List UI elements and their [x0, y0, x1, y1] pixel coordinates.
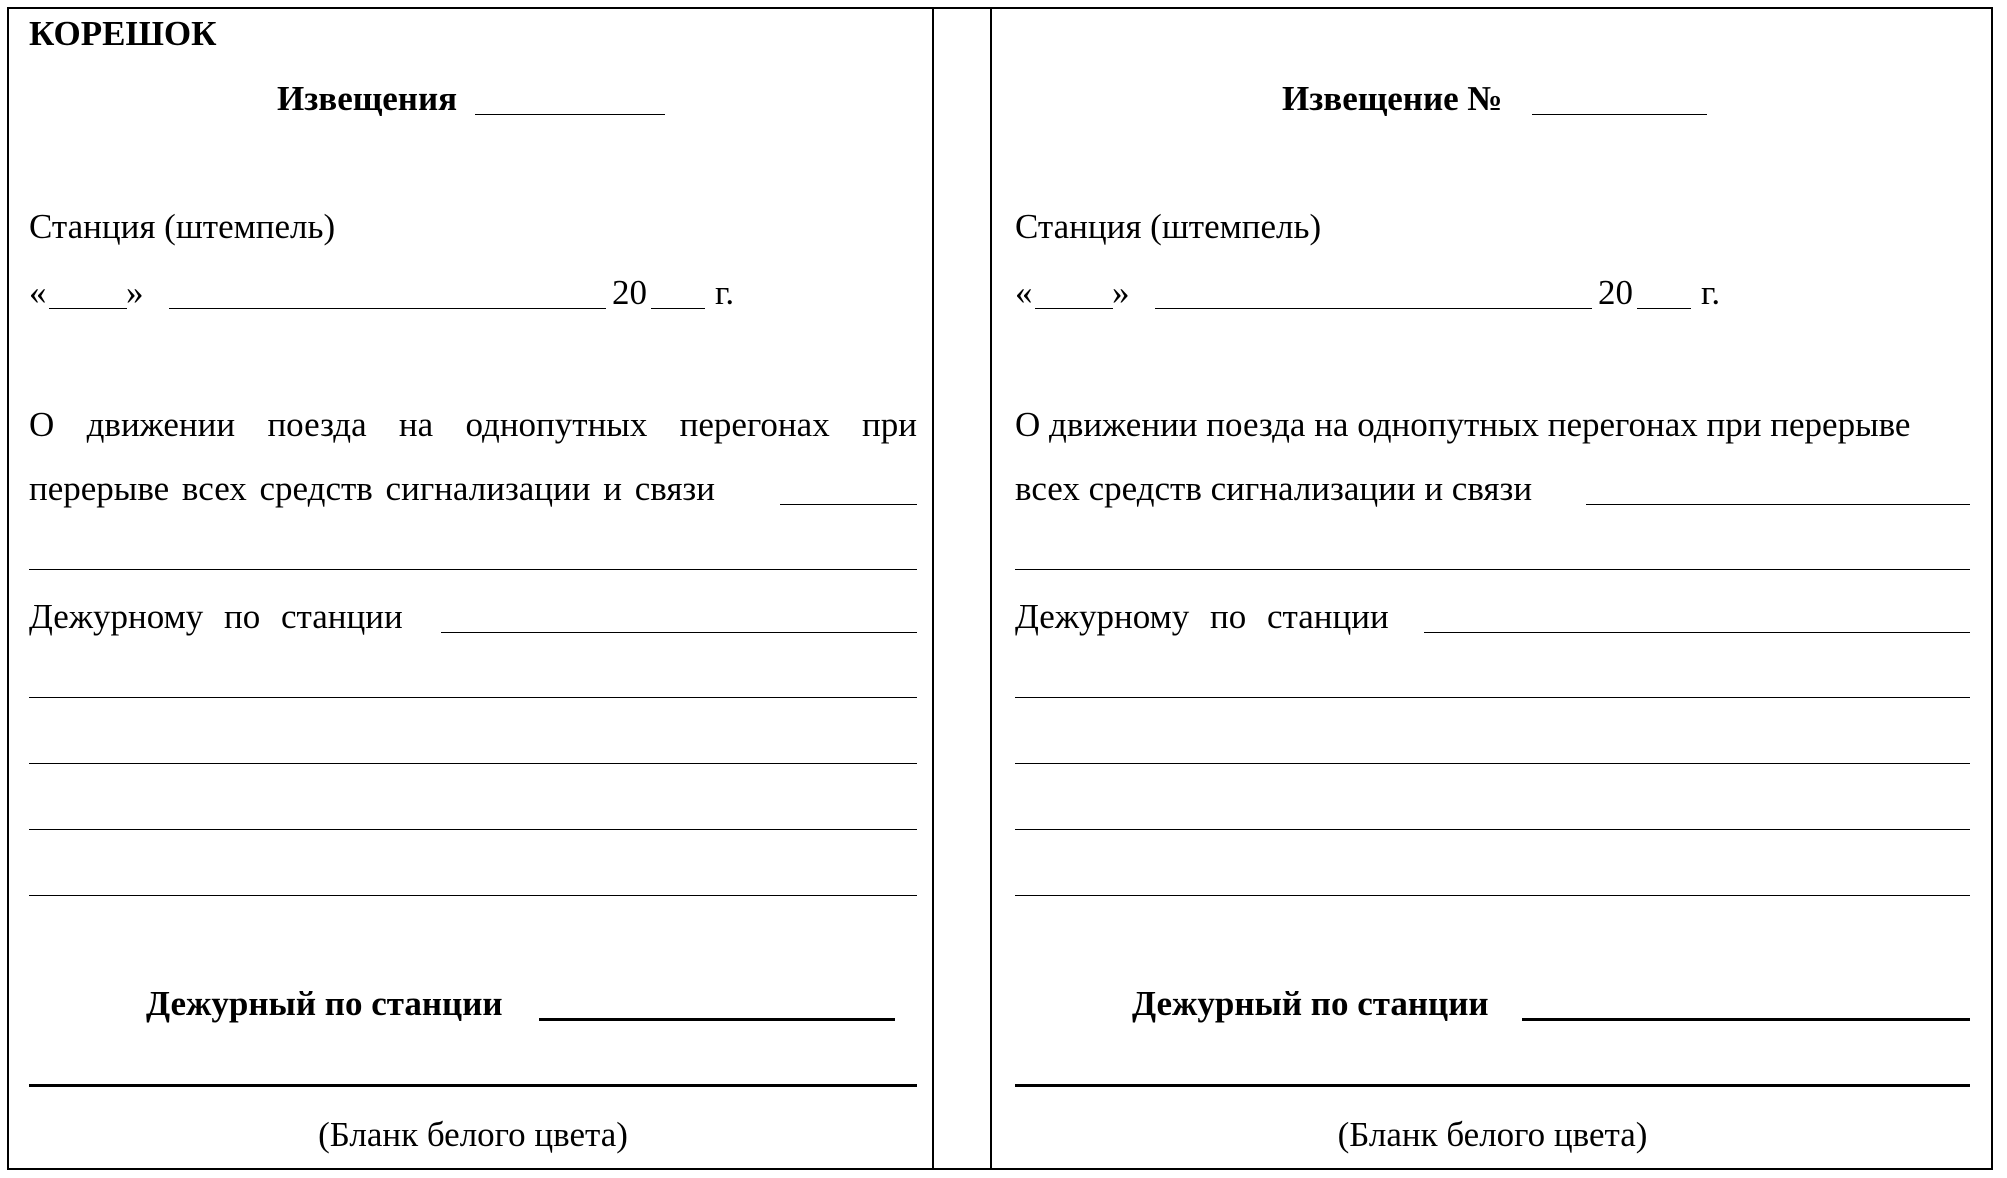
notice-text-line-1[interactable]: [1015, 697, 1970, 698]
stub-addressee-field[interactable]: [441, 632, 917, 633]
stub-purpose-field[interactable]: [780, 504, 917, 505]
notice-signature-field[interactable]: [1522, 1018, 1970, 1021]
stub-purpose-line2: перерыве всех средств сигнализации и связи: [29, 469, 715, 508]
notice-year-prefix: 20: [1598, 273, 1633, 312]
stub-signature-label: Дежурный по станции: [146, 984, 503, 1023]
notice-panel: [992, 7, 1991, 1170]
notice-date-close-quote: »: [1112, 273, 1130, 312]
notice-purpose-line1: О движении поезда на однопутных перегонах при перерыве: [1015, 405, 1911, 444]
stub-text-line-3[interactable]: [29, 829, 917, 830]
stub-number-field[interactable]: [475, 114, 665, 115]
notice-addressee-label: Дежурному по станции: [1015, 597, 1389, 636]
notice-text-line-2[interactable]: [1015, 763, 1970, 764]
notice-number-field[interactable]: [1532, 114, 1707, 115]
notice-purpose-line2: всех средств сигнализации и связи: [1015, 469, 1533, 508]
notice-purpose-continue-field[interactable]: [1015, 569, 1970, 570]
notice-month-field[interactable]: [1155, 308, 1592, 309]
stub-purpose-line1: О движении поезда на однопутных перегонах при: [29, 405, 917, 444]
stub-purpose-continue-field[interactable]: [29, 569, 917, 570]
notice-purpose-field[interactable]: [1586, 504, 1970, 505]
stub-panel: [9, 7, 932, 1170]
stub-station-label: Станция (штемпель): [29, 207, 336, 246]
stub-year-prefix: 20: [612, 273, 647, 312]
notice-station-label: Станция (штемпель): [1015, 207, 1322, 246]
notice-footer: (Бланк белого цвета): [1337, 1115, 1648, 1154]
stub-text-line-2[interactable]: [29, 763, 917, 764]
stub-text-line-4[interactable]: [29, 895, 917, 896]
notice-text-line-4[interactable]: [1015, 895, 1970, 896]
notice-day-field[interactable]: [1035, 308, 1113, 309]
notice-text-line-3[interactable]: [1015, 829, 1970, 830]
divider-left: [932, 7, 934, 1170]
stub-name-field[interactable]: [29, 1084, 917, 1087]
stub-year-suffix: г.: [715, 273, 735, 312]
notice-date-open-quote: «: [1015, 273, 1033, 312]
stub-title: Извещения: [277, 79, 458, 118]
stub-header: КОРЕШОК: [29, 14, 217, 53]
stub-date-open-quote: «: [29, 273, 47, 312]
stub-text-line-1[interactable]: [29, 697, 917, 698]
notice-year-field[interactable]: [1637, 308, 1691, 309]
notice-signature-label: Дежурный по станции: [1132, 984, 1489, 1023]
stub-year-field[interactable]: [651, 308, 705, 309]
notice-year-suffix: г.: [1701, 273, 1721, 312]
stub-date-close-quote: »: [126, 273, 144, 312]
stub-day-field[interactable]: [49, 308, 127, 309]
notice-name-field[interactable]: [1015, 1084, 1970, 1087]
stub-signature-field[interactable]: [539, 1018, 895, 1021]
stub-addressee-label: Дежурному по станции: [29, 597, 403, 636]
stub-month-field[interactable]: [169, 308, 606, 309]
notice-title: Извещение №: [1282, 79, 1503, 118]
stub-footer: (Бланк белого цвета): [318, 1115, 628, 1154]
notice-addressee-field[interactable]: [1424, 632, 1970, 633]
